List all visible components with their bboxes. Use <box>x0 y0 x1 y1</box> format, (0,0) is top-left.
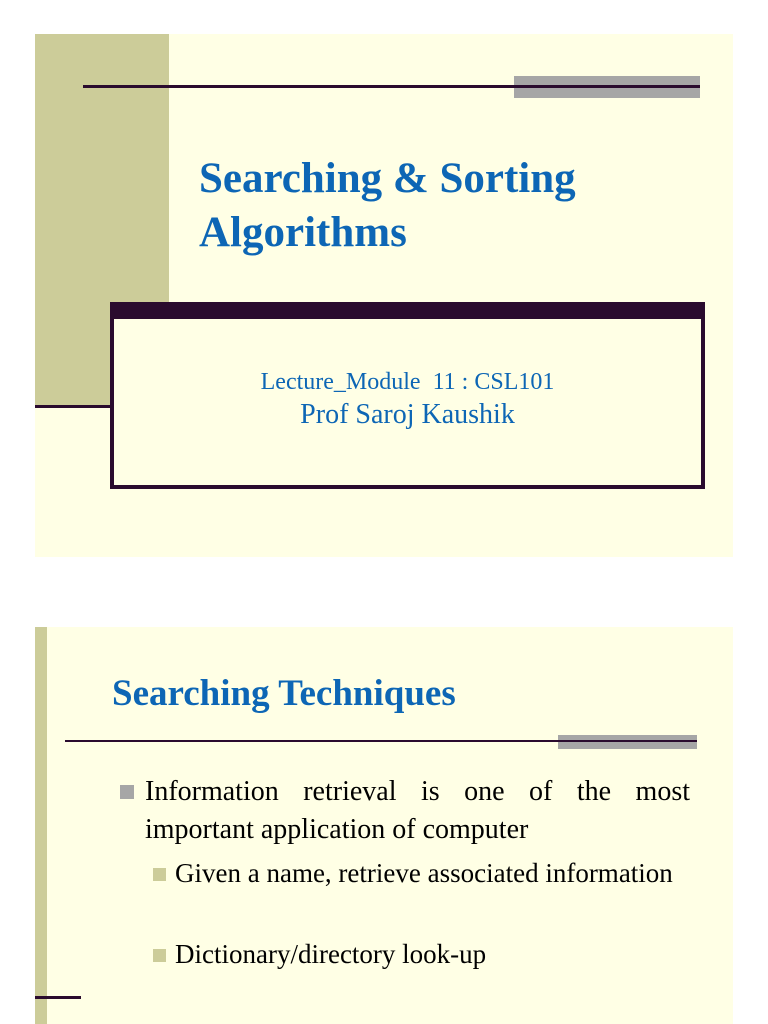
subtitle-box <box>110 302 705 489</box>
sidebar-band <box>35 627 47 1024</box>
author-name: Prof Saroj Kaushik <box>300 399 515 430</box>
bullet-text: Information retrieval is one of the most important application of computer <box>145 776 690 845</box>
course-line: Lecture_Module 11 : CSL101 <box>260 369 555 395</box>
square-bullet-icon <box>153 868 166 881</box>
bullet-item <box>145 773 690 849</box>
left-divider <box>35 996 81 999</box>
title-slide <box>35 34 733 557</box>
sub-bullet-text: Given a name, retrieve associated information <box>175 858 673 888</box>
square-bullet-icon <box>153 949 166 962</box>
sub-bullet-item <box>175 935 690 973</box>
slide-title: Searching Techniques <box>112 673 456 714</box>
sub-bullet-text: Dictionary/directory look-up <box>175 939 487 969</box>
content-slide <box>35 627 733 1024</box>
sub-bullet-item <box>175 854 690 892</box>
gray-accent-bar <box>558 735 697 749</box>
square-bullet-icon <box>120 785 134 799</box>
slide-title: Searching & Sorting Algorithms <box>199 155 576 256</box>
left-divider <box>35 405 115 408</box>
gray-accent-bar <box>514 76 700 98</box>
